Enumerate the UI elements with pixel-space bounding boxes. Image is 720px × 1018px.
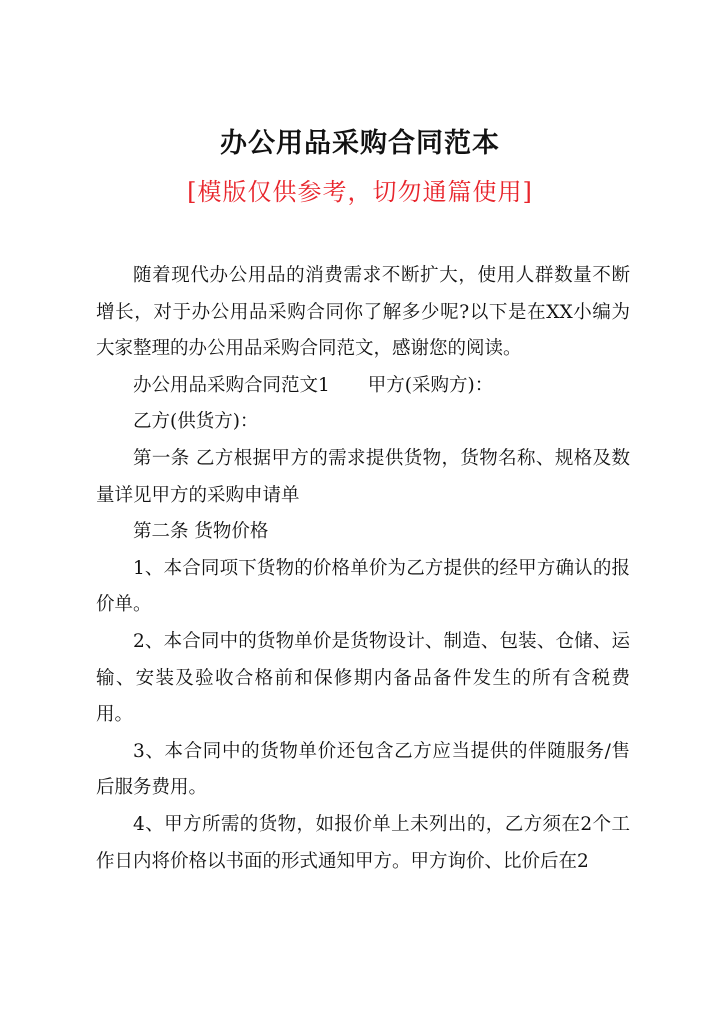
contract-heading-line — [96, 368, 630, 405]
article-1: 第一条 乙方根据甲方的需求提供货物，货物名称、规格及数量详见甲方的采购申请单 — [96, 447, 630, 506]
clause-2: 2、本合同中的货物单价是货物设计、制造、包装、仓储、运输、安装及验收合格前和保修期内备品备件发生的所有含税费用。 — [96, 630, 630, 726]
party-b-label: 乙方(供货方)： — [133, 411, 259, 433]
article-2-heading: 第二条 货物价格 — [133, 521, 269, 543]
party-a-label: 甲方(采购方)： — [367, 374, 494, 396]
document-title: 办公用品采购合同范本 — [220, 128, 500, 159]
clause-4: 4、甲方所需的货物，如报价单上未列出的，乙方须在2个工作日内将价格以书面的形式通知甲方。甲方询价、比价后在2 — [96, 813, 630, 872]
document-subtitle: [模版仅供参考，切勿通篇使用] — [187, 178, 533, 206]
intro-paragraph: 随着现代办公用品的消费需求不断扩大，使用人群数量不断增长，对于办公用品采购合同你了解多少呢?以下是在XX小编为大家整理的办公用品采购合同范文，感谢您的阅读。 — [96, 265, 630, 360]
clause-1: 1、本合同项下货物的价格单价为乙方提供的经甲方确认的报价单。 — [96, 557, 630, 616]
contract-sample-title: 办公用品采购合同范文1 — [133, 374, 330, 396]
clause-3: 3、本合同中的货物单价还包含乙方应当提供的伴随服务/售后服务费用。 — [96, 740, 630, 799]
document-body — [96, 258, 630, 880]
